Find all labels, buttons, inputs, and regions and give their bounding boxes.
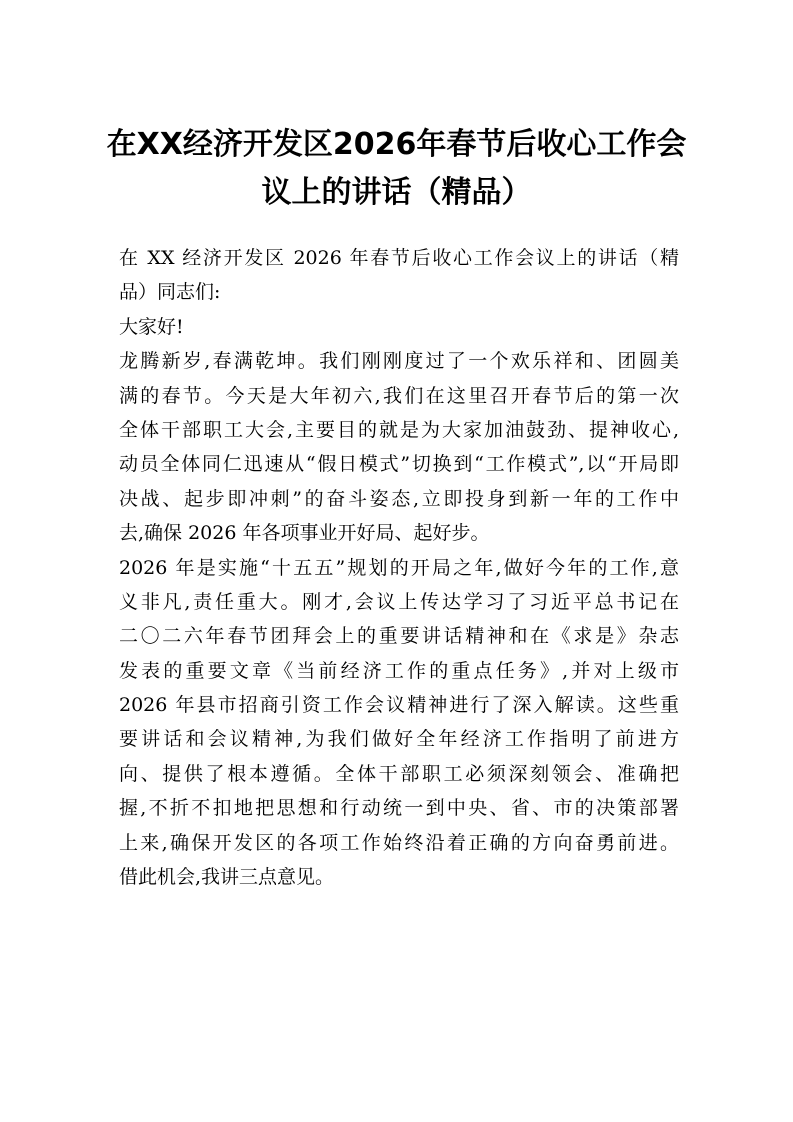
body-line: 2026 年是实施“十五五”规划的开局之年,做好今年的工作,意 — [119, 556, 679, 579]
title-line-1: 在XX经济开发区2026年春节后收心工作会 — [106, 127, 687, 162]
document-body — [119, 241, 679, 894]
body-line: 二〇二六年春节团拜会上的重要讲话精神和在《求是》杂志 — [119, 625, 679, 648]
body-line: 向、提供了根本遵循。全体干部职工必须深刻领会、准确把 — [119, 762, 679, 785]
body-line: 借此机会,我讲三点意见。 — [119, 866, 335, 889]
body-line: 满的春节。今天是大年初六,我们在这里召开春节后的第一次 — [119, 384, 679, 407]
body-line: 决战、起步即冲刺”的奋斗姿态,立即投身到新一年的工作中 — [119, 487, 679, 510]
body-line: 义非凡,责任重大。刚才,会议上传达学习了习近平总书记在 — [119, 590, 679, 613]
body-line: 要讲话和会议精神,为我们做好全年经济工作指明了前进方 — [119, 728, 679, 751]
body-line: 握,不折不扣地把思想和行动统一到中央、省、市的决策部署 — [119, 797, 679, 820]
body-line: 上来,确保开发区的各项工作始终沿着正确的方向奋勇前进。 — [119, 831, 679, 854]
body-line: 2026 年县市招商引资工作会议精神进行了深入解读。这些重 — [119, 694, 679, 717]
body-line: 动员全体同仁迅速从“假日模式”切换到“工作模式”,以“开局即 — [119, 453, 679, 476]
body-line: 大家好! — [119, 315, 184, 338]
body-line: 龙腾新岁,春满乾坤。我们刚刚度过了一个欢乐祥和、团圆美 — [119, 350, 679, 373]
body-line: 品）同志们: — [119, 281, 221, 304]
body-line: 在 XX 经济开发区 2026 年春节后收心工作会议上的讲话（精 — [119, 247, 679, 269]
body-line: 去,确保 2026 年各项事业开好局、起好步。 — [119, 522, 490, 545]
body-line: 发表的重要文章《当前经济工作的重点任务》,并对上级市 — [119, 659, 679, 682]
title-line-2: 议上的讲话（精品） — [261, 175, 532, 210]
body-line: 全体干部职工大会,主要目的就是为大家加油鼓劲、提神收心, — [119, 418, 679, 441]
